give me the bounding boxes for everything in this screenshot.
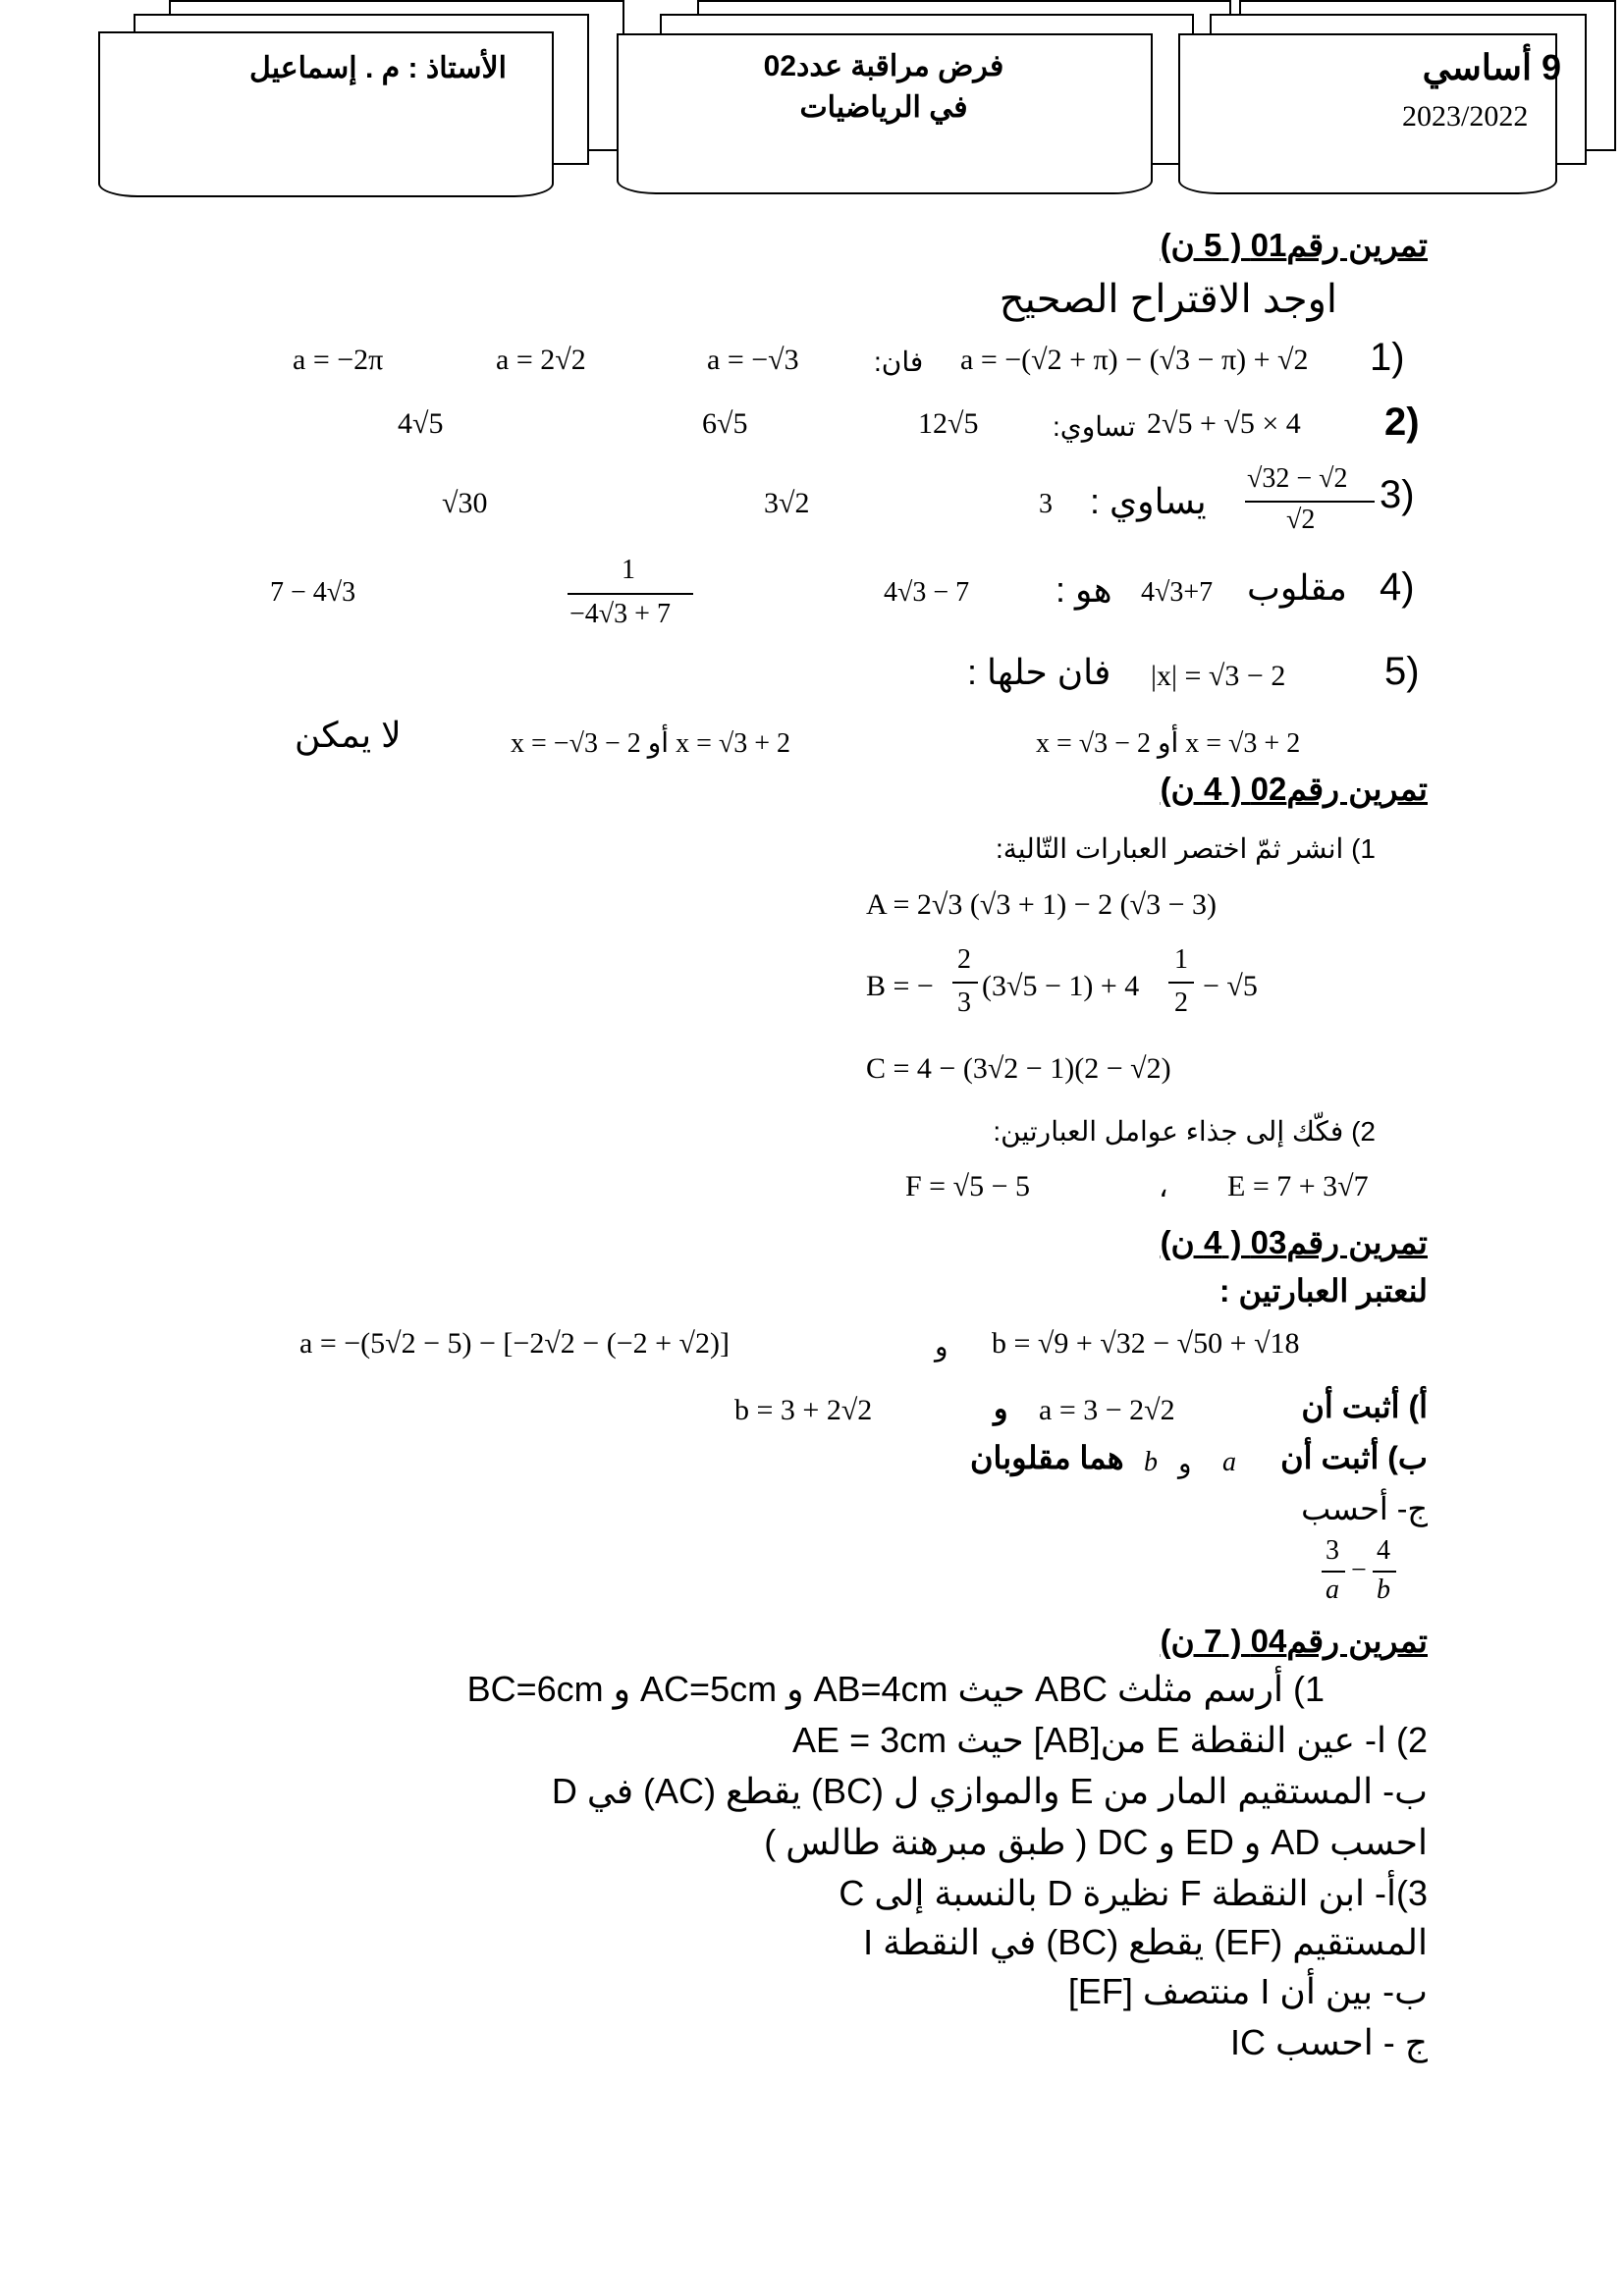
- ex3-part-b-end: هما مقلوبان: [970, 1440, 1124, 1475]
- ex3-part-b: ب) أثبت أن: [1280, 1440, 1428, 1475]
- ex2-expr-C: C = 4 − (3√2 − 1)(2 − √2): [866, 1052, 1171, 1085]
- ex1-q1-word: فان:: [874, 347, 924, 377]
- ex1-q2-opt3: 4√5: [398, 407, 444, 440]
- ex1-q2-expr: 2√5 + √5 × 4: [1147, 407, 1301, 440]
- ex1-q3-frac-num: √32 − √2: [1247, 463, 1348, 494]
- ex1-q4-opt3: 7 − 4√3: [270, 577, 356, 608]
- ex1-q4-num: 4): [1380, 565, 1415, 609]
- ex1-q2-num: 2): [1384, 400, 1420, 444]
- ex2-expr-B-frac2-den: 2: [1174, 988, 1188, 1018]
- ex2-expr-B-mid: (3√5 − 1) + 4: [982, 970, 1140, 1002]
- ex2-expr-B-frac1-bar: [952, 982, 978, 984]
- ex4-line8: ج - احسب IC: [1230, 2022, 1428, 2062]
- ex3-and: و: [935, 1331, 948, 1362]
- ex1-q3-frac-den: √2: [1286, 505, 1316, 535]
- ex2-expr-F: F = √5 − 5: [905, 1170, 1030, 1202]
- ex3-part-c: ج- أحسب: [1301, 1491, 1428, 1526]
- ex1-q1-opt1: a = −√3: [707, 344, 799, 376]
- ex1-q4-opt2-bar: [568, 593, 693, 595]
- ex1-q5-opt3: لا يمكن: [295, 715, 402, 755]
- ex1-q4-opt1: 4√3 − 7: [884, 577, 970, 608]
- ex2-separator: ،: [1159, 1171, 1168, 1203]
- ex1-q4-word2: هو :: [1056, 569, 1112, 610]
- ex1-q1-num: 1): [1370, 336, 1405, 379]
- ex1-q2-opt1: 12√5: [918, 407, 979, 440]
- ex2-expr-B-prefix: B = −: [866, 970, 934, 1002]
- ex3-frac1-bar: [1322, 1571, 1345, 1573]
- ex4-line3: ب- المستقيم المار من E والموازي ل (BC) يقطع (AC) في D: [551, 1771, 1428, 1811]
- ex3-frac2-den: b: [1377, 1575, 1390, 1605]
- ex1-q1-opt3: a = −2π: [293, 344, 384, 376]
- ex3-part-a-and: و: [994, 1393, 1008, 1425]
- ex1-q3-num: 3): [1380, 473, 1415, 516]
- ex2-expr-E: E = 7 + 3√7: [1227, 1170, 1369, 1202]
- ex1-q3-frac-bar: [1245, 501, 1375, 503]
- ex1-q4-expr: 4√3+7: [1141, 577, 1214, 608]
- ex4-title: تمرين رقم04 ( 7 ن): [1160, 1623, 1428, 1659]
- ex1-q5-expr: |x| = √3 − 2: [1151, 660, 1286, 692]
- ex2-title: تمرين رقم02 ( 4 ن): [1160, 771, 1428, 807]
- ex1-q5-opt1: x = √3 + 2 أو x = √3 − 2: [1036, 728, 1301, 759]
- ex4-line6: المستقيم (EF) يقطع (BC) في النقطة I: [863, 1922, 1428, 1962]
- ex1-q5-opt2: x = √3 + 2 أو x = −√3 − 2: [511, 728, 791, 759]
- ex3-expr-b: b = √9 + √32 − √50 + √18: [992, 1327, 1300, 1360]
- ex4-line1: 1) أرسم مثلث ABC حيث AB=4cm و AC=5cm و BC=6cm: [466, 1669, 1325, 1709]
- ex1-q3-word: يساوي :: [1090, 481, 1207, 521]
- ex3-title: تمرين رقم03 ( 4 ن): [1160, 1224, 1428, 1260]
- ex3-minus: −: [1351, 1555, 1367, 1585]
- ex3-frac2-num: 4: [1377, 1535, 1390, 1566]
- header-level: 9 أساسي: [1422, 47, 1561, 87]
- ex1-q4-opt2-num: 1: [622, 555, 635, 585]
- ex1-q3-opt3: √30: [442, 487, 488, 519]
- ex1-q2-word: تساوي:: [1053, 411, 1136, 442]
- ex1-q2-opt2: 6√5: [702, 407, 748, 440]
- ex3-part-a: أ) أثبت أن: [1301, 1389, 1428, 1424]
- ex4-line2: 2) ا- عين النقطة E من[AB] حيث AE = 3cm: [792, 1720, 1428, 1760]
- ex1-q3-opt2: 3√2: [764, 487, 810, 519]
- ex3-part-a-expr-b: b = 3 + 2√2: [734, 1394, 873, 1426]
- ex2-expr-B-end: − √5: [1203, 970, 1258, 1002]
- ex1-q1-expr: a = −(√2 + π) − (√3 − π) + √2: [960, 344, 1309, 376]
- ex1-q1-opt2: a = 2√2: [496, 344, 586, 376]
- ex2-expr-B-frac1-num: 2: [957, 944, 971, 975]
- header-exam-title: فرض مراقبة عدد02: [763, 50, 1004, 82]
- ex2-expr-B-frac2-num: 1: [1174, 944, 1188, 975]
- header-subject: في الرياضيات: [799, 91, 968, 124]
- ex4-line4: احسب AD و ED و DC ( طبق مبرهنة طالس ): [764, 1822, 1428, 1862]
- ex4-line5: 3)أ- ابن النقطة F نظيرة D بالنسبة إلى C: [839, 1873, 1428, 1913]
- ex3-expr-a: a = −(5√2 − 5) − [−2√2 − (−2 + √2)]: [299, 1327, 731, 1360]
- ex1-q5-num: 5): [1384, 650, 1420, 693]
- ex1-q4-word: مقلوب: [1247, 567, 1347, 608]
- ex3-frac1-den: a: [1326, 1575, 1339, 1605]
- header-teacher: الأستاذ : م . إسماعيل: [248, 52, 507, 84]
- ex3-frac1-num: 3: [1326, 1535, 1339, 1566]
- ex2-part1: 1) انشر ثمّ اختصر العبارات التّالية:: [995, 833, 1376, 864]
- ex2-expr-A: A = 2√3 (√3 + 1) − 2 (√3 − 3): [866, 888, 1218, 921]
- ex3-intro: لنعتبر العبارتين :: [1218, 1273, 1428, 1308]
- ex2-expr-B-frac2-bar: [1168, 982, 1194, 984]
- ex1-title: تمرين رقم01 ( 5 ن): [1160, 227, 1428, 263]
- ex4-line7: ب- بين أن I منتصف [EF]: [1067, 1971, 1428, 2011]
- ex3-part-b-a: a: [1222, 1447, 1236, 1477]
- ex1-instruction: اوجد الاقتراح الصحيح: [999, 278, 1337, 321]
- ex1-q5-word: فان حلها :: [967, 652, 1111, 692]
- ex3-part-b-and: و: [1178, 1448, 1192, 1478]
- ex1-q3-opt1: 3: [1039, 489, 1053, 519]
- ex1-q4-opt2-den: −4√3 + 7: [569, 599, 671, 629]
- ex3-part-b-b: b: [1144, 1447, 1158, 1477]
- ex2-part2: 2) فكّك إلى جذاء عوامل العبارتين:: [993, 1116, 1376, 1147]
- ex3-part-a-expr-a: a = 3 − 2√2: [1039, 1394, 1175, 1426]
- ex2-expr-B-frac1-den: 3: [957, 988, 971, 1018]
- ex3-frac2-bar: [1373, 1571, 1396, 1573]
- header-year: 2023/2022: [1402, 100, 1529, 133]
